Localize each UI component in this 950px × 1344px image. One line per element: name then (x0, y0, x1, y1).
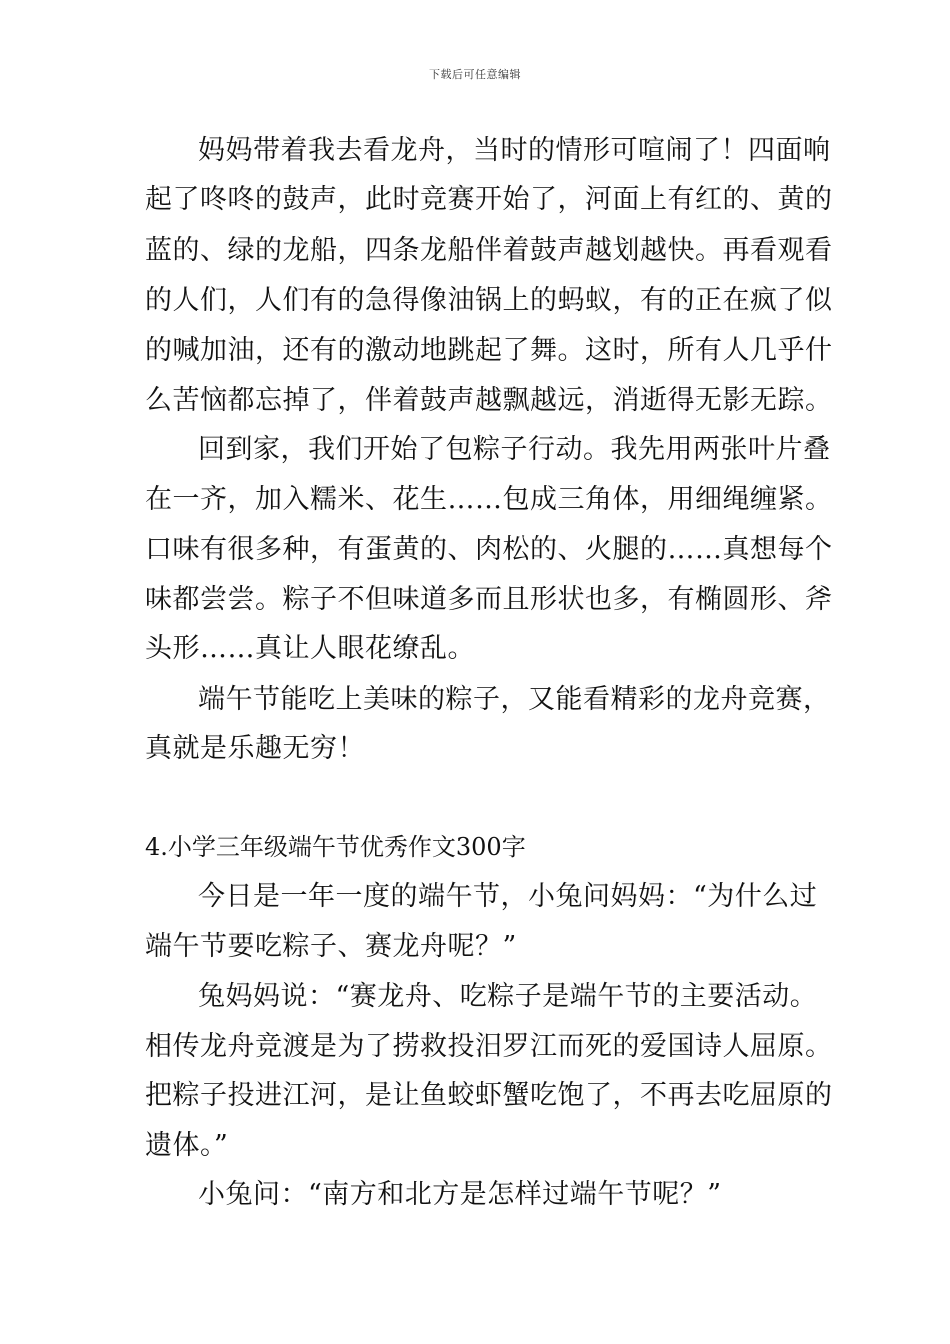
paragraph-line: 真就是乐趣无穷！ (145, 733, 365, 764)
section-heading: 4.小学三年级端午节优秀作文300字 (145, 833, 526, 861)
paragraph-line: 在一齐，加入糯米、花生……包成三角体，用细绳缠紧。 (145, 484, 833, 515)
paragraph-line: 把粽子投进江河，是让鱼蛟虾蟹吃饱了，不再去吃屈原的 (145, 1080, 833, 1111)
paragraph-line: 兔妈妈说：“赛龙舟、吃粽子是端午节的主要活动。 (198, 981, 818, 1012)
paragraph-line: 头形……真让人眼花缭乱。 (145, 633, 475, 664)
paragraph-line: 蓝的、绿的龙船，四条龙船伴着鼓声越划越快。再看观看 (145, 235, 833, 266)
paragraph-line: 么苦恼都忘掉了，伴着鼓声越飘越远，消逝得无影无踪。 (145, 385, 833, 416)
paragraph-line: 遗体。” (145, 1130, 229, 1161)
paragraph-line: 今日是一年一度的端午节，小兔问妈妈：“为什么过 (198, 881, 818, 912)
paragraph-line: 妈妈带着我去看龙舟，当时的情形可喧闹了！四面响 (198, 135, 831, 166)
paragraph-line: 的人们，人们有的急得像油锅上的蚂蚁，有的正在疯了似 (145, 285, 833, 316)
paragraph-line: 端午节要吃粽子、赛龙舟呢？” (145, 931, 517, 962)
paragraph-line: 回到家，我们开始了包粽子行动。我先用两张叶片叠 (198, 434, 831, 465)
paragraph-line: 小兔问：“南方和北方是怎样过端午节呢？” (198, 1179, 722, 1210)
paragraph-line: 起了咚咚的鼓声，此时竞赛开始了，河面上有红的、黄的 (145, 184, 833, 215)
paragraph-line: 的喊加油，还有的激动地跳起了舞。这时，所有人几乎什 (145, 335, 833, 366)
header-note: 下载后可任意编辑 (429, 68, 521, 81)
paragraph-line: 口味有很多种，有蛋黄的、肉松的、火腿的……真想每个 (145, 534, 833, 565)
paragraph-line: 味都尝尝。粽子不但味道多而且形状也多，有椭圆形、斧 (145, 584, 833, 615)
paragraph-line: 端午节能吃上美味的粽子，又能看精彩的龙舟竞赛， (198, 684, 831, 715)
paragraph-line: 相传龙舟竞渡是为了捞救投汨罗江而死的爱国诗人屈原。 (145, 1031, 833, 1062)
